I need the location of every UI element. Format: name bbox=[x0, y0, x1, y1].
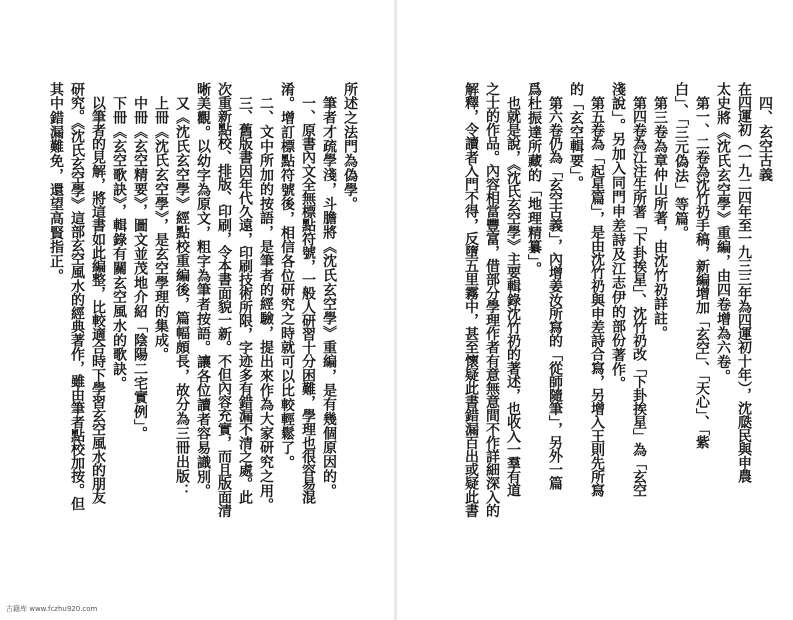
text-column: 第一、二卷為沈竹礽手稿，新編增加「玄空」、「天心」、「紫 bbox=[694, 96, 710, 449]
text-column: 中冊《玄空精要》，圖文並茂地介紹「陰陽二宅實例」。 bbox=[132, 96, 148, 441]
text-column: 太史將《沈氏玄空學》重編，由四卷增為六卷。 bbox=[715, 82, 731, 384]
text-column: 二、文中所加的按語，是筆者的經驗，提出來作為大家研究之用。 bbox=[258, 96, 274, 513]
text-column: 淆。增訂標點符號後，相信各位研究之時就可以比較輕鬆了。 bbox=[279, 82, 295, 470]
section-heading: 四、玄空古義 bbox=[757, 96, 773, 183]
text-column: 爲杜振達所藏的「地理精纂」。 bbox=[526, 82, 542, 276]
text-column: 第三卷為章仲山所著，由沈竹礽詳註。 bbox=[652, 96, 668, 340]
text-column: 又《沈氏玄空學》經點校重編後，篇幅頗長，故分為三冊出版： bbox=[174, 96, 190, 498]
text-column: 的「玄空輯要」。 bbox=[568, 82, 584, 190]
text-column: 白」、「三元偽法」等篇。 bbox=[673, 82, 689, 241]
right-page-text bbox=[460, 82, 775, 567]
left-page bbox=[0, 0, 396, 620]
site-watermark: 古籍库 www.fczhu920.com bbox=[6, 605, 98, 613]
text-column: 下冊《玄空歌訣》，輯錄有關玄空風水的歌訣。 bbox=[111, 96, 127, 391]
text-column: 次重新點校、排版、印刷，令本書面貌一新。不但內容充實，而且版面清 bbox=[216, 82, 232, 518]
text-column: 其中錯漏難免，還望高賢指正。 bbox=[48, 82, 64, 283]
text-column: 淺說」。另加入同門申差詩及江志伊的部份著作。 bbox=[610, 82, 626, 391]
text-column: 筆者才疏學淺，斗膽將《沈氏玄空學》重編，是有幾個原因的。 bbox=[321, 96, 337, 498]
text-column: 上冊《沈氏玄空學》，是玄空學理的集成。 bbox=[153, 96, 169, 362]
text-column: 第五卷為「起星篇」，是由沈竹礽與申差詩合寫，另增入王則先所寫 bbox=[589, 96, 605, 498]
text-column: 研究。《沈氏玄空學》這部玄空風水的經典著作，雖由筆者點校加按。但 bbox=[69, 82, 85, 511]
text-column: 以筆者的見解，將這書如此編整，比較適合時下學習玄空風水的朋友 bbox=[90, 96, 106, 505]
text-column: 在四運初（一九二四年至一九三三年為四運初十年），沈瓞民與申農 bbox=[736, 82, 752, 484]
left-page-text bbox=[45, 82, 360, 567]
text-column: 第六卷仍為「玄空古義」，內增姜汝所寫的「從師隨筆」，另外一篇 bbox=[547, 96, 563, 491]
text-column: 三、舊版書因年代久遠，印刷技術所限，字迹多有錯漏不清之處。此 bbox=[237, 96, 253, 505]
text-column: 第四卷為江注生所著「下卦挨星」、沈竹礽改「下卦挨星」為「玄空 bbox=[631, 96, 647, 498]
text-column: 之士的作品。內容相當豐富，借部分學理作者有意無意間不作詳細深入的 bbox=[484, 82, 500, 518]
text-column: 晰美觀。以幼字為原文，粗字為筆者按語。讓各位讀者容易識別。 bbox=[195, 82, 211, 499]
text-column: 一、原書內文全無標點符號，一般人研習十分困難，學理也很容易混 bbox=[300, 96, 316, 505]
text-column: 也就是說，《沈氏玄空學》主要輯錄沈竹礽的著述，也收入一羣有道 bbox=[505, 96, 521, 498]
right-page bbox=[397, 0, 793, 620]
text-column: 解釋，令讀者入門不得，反墮五里霧中，甚至懷疑此書錯漏百出或疑此書 bbox=[463, 82, 479, 518]
text-column: 所述之法門為偽學。 bbox=[342, 82, 358, 212]
